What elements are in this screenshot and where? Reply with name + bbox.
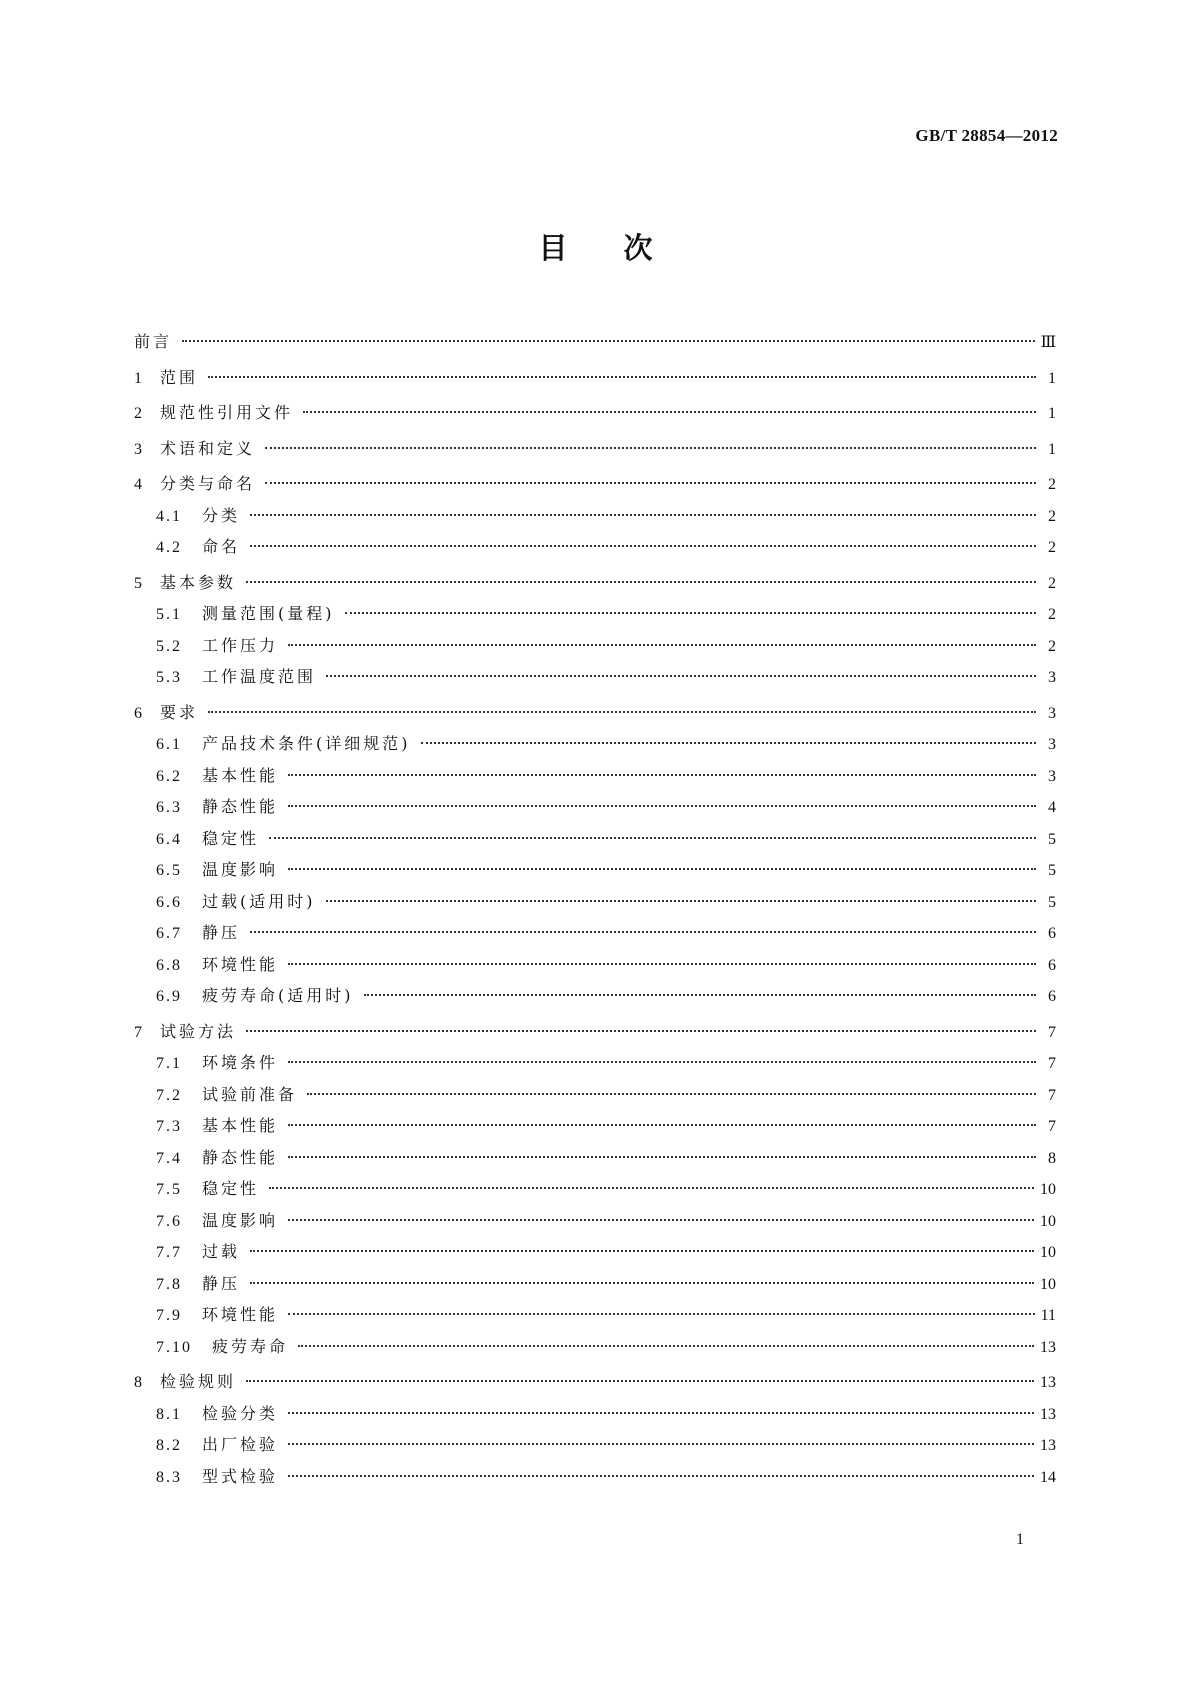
toc-leader-dots <box>288 1475 1034 1477</box>
toc-entry-label: 测量范围(量程) <box>202 604 335 623</box>
standard-number: GB/T 28854—2012 <box>915 126 1058 145</box>
toc-entry-number: 8 <box>134 1374 144 1391</box>
toc-leader-dots <box>288 774 1036 776</box>
toc-entry-page: 2 <box>1048 476 1056 493</box>
toc-leader-dots <box>421 742 1037 744</box>
toc-entry[interactable] <box>134 1173 1056 1205</box>
toc-entry-label: 分类与命名 <box>160 474 256 493</box>
toc-entry[interactable] <box>134 500 1056 532</box>
toc-entry-number: 5.1 <box>156 606 182 623</box>
toc-entry-number: 7.6 <box>156 1212 182 1230</box>
toc-entry[interactable] <box>134 980 1056 1012</box>
toc-entry-page: 3 <box>1048 669 1056 686</box>
toc-entry-label: 基本性能 <box>202 765 279 785</box>
toc-leader-dots <box>265 447 1036 449</box>
toc-entry-page: 6 <box>1048 925 1056 942</box>
toc-entry[interactable] <box>134 598 1056 630</box>
toc-entry-number: 7.2 <box>156 1086 182 1104</box>
toc-leader-dots <box>288 1156 1036 1158</box>
toc-entry-number: 5 <box>134 574 144 592</box>
toc-entry-page: 2 <box>1048 539 1056 556</box>
toc-entry-page: 14 <box>1040 1468 1056 1486</box>
toc-entry-page: 7 <box>1048 1023 1056 1041</box>
toc-entry-label: 要求 <box>160 702 199 722</box>
toc-entry-page: 13 <box>1040 1405 1056 1423</box>
toc-entry-number: 4 <box>134 476 144 493</box>
toc-entry[interactable] <box>134 728 1056 760</box>
toc-entry-number: 6.7 <box>156 925 182 942</box>
toc-leader-dots <box>265 482 1036 484</box>
toc-entry-label: 工作温度范围 <box>202 667 317 686</box>
toc-entry-number: 3 <box>134 440 144 458</box>
toc-leader-dots <box>288 1061 1036 1063</box>
toc-entry-label: 过载 <box>202 1242 241 1261</box>
toc-entry[interactable] <box>134 1366 1056 1398</box>
toc-leader-dots <box>250 931 1036 933</box>
toc-entry[interactable] <box>134 1016 1056 1048</box>
toc-leader-dots <box>326 675 1036 677</box>
page-number: 1 <box>1016 1531 1024 1548</box>
toc-leader-dots <box>288 1412 1034 1414</box>
toc-entry-label: 基本性能 <box>202 1116 279 1135</box>
toc-entry-label: 疲劳寿命 <box>212 1336 289 1356</box>
toc-entry-page: 13 <box>1040 1374 1056 1391</box>
toc-entry-label: 检验分类 <box>202 1403 279 1423</box>
toc-entry-number: 8.2 <box>156 1437 182 1454</box>
toc-leader-dots <box>364 994 1037 996</box>
toc-entry-page: 5 <box>1048 893 1056 911</box>
toc-entry-label: 静态性能 <box>202 797 279 816</box>
toc-entry-page: 1 <box>1048 405 1056 422</box>
toc-entry-page: 13 <box>1040 1338 1056 1356</box>
toc-entry-number: 8.3 <box>156 1468 182 1486</box>
toc-entry[interactable] <box>134 630 1056 662</box>
toc-entry-label: 疲劳寿命(适用时) <box>202 986 354 1005</box>
toc-leader-dots <box>288 644 1036 646</box>
toc-entry-label: 基本参数 <box>160 572 237 592</box>
toc-entry-label: 环境条件 <box>202 1053 279 1072</box>
toc-leader-dots <box>288 805 1036 807</box>
toc-entry-label: 规范性引用文件 <box>160 403 294 422</box>
toc-entry-page: 1 <box>1048 369 1056 387</box>
toc-entry-page: 10 <box>1040 1212 1056 1230</box>
title-char-2: 次 <box>623 231 653 265</box>
toc-entry-label: 过载(适用时) <box>202 891 316 911</box>
toc-entry[interactable] <box>134 791 1056 823</box>
toc-entry-label: 稳定性 <box>202 828 260 848</box>
toc-entry-page: 3 <box>1048 736 1056 753</box>
toc-leader-dots <box>326 900 1037 902</box>
toc-entry-label: 静压 <box>202 1273 241 1293</box>
toc-entry[interactable] <box>134 760 1056 792</box>
toc-entry-page: 4 <box>1048 799 1056 816</box>
toc-entry-number: 7.10 <box>156 1338 192 1356</box>
toc-entry-label: 温度影响 <box>202 1210 279 1230</box>
toc-entry-number: 7.3 <box>156 1118 182 1135</box>
toc-entry[interactable] <box>134 854 1056 886</box>
toc-entry-page: 6 <box>1048 988 1056 1005</box>
toc-entry-label: 产品技术条件(详细规范) <box>202 734 411 753</box>
toc-entry-number: 7 <box>134 1023 144 1041</box>
toc-leader-dots <box>345 612 1037 614</box>
toc-entry-label: 命名 <box>202 537 241 556</box>
toc-entry[interactable] <box>134 1236 1056 1268</box>
toc-entry-number: 6.2 <box>156 767 182 785</box>
toc-entry[interactable] <box>134 362 1056 394</box>
toc-entry-label: 环境性能 <box>202 954 279 974</box>
toc-entry[interactable] <box>134 531 1056 563</box>
toc-entry-page: 7 <box>1048 1055 1056 1072</box>
toc-entry-page: 13 <box>1040 1437 1056 1454</box>
toc-entry[interactable] <box>134 1331 1056 1363</box>
toc-entry-number: 6.8 <box>156 956 182 974</box>
toc-entry-number: 7.7 <box>156 1244 182 1261</box>
toc-leader-dots <box>298 1345 1034 1347</box>
toc-entry-label: 出厂检验 <box>202 1435 279 1454</box>
toc-entry-label: 环境性能 <box>202 1305 279 1324</box>
toc-entry-number: 7.4 <box>156 1149 182 1167</box>
toc-entry[interactable] <box>134 1079 1056 1111</box>
toc-leader-dots <box>250 1250 1034 1252</box>
toc-entry[interactable] <box>134 1205 1056 1237</box>
toc-entry-page: 2 <box>1048 507 1056 525</box>
toc-entry-number: 4.2 <box>156 539 182 556</box>
toc-leader-dots <box>246 581 1036 583</box>
toc-entry-page: 2 <box>1048 574 1056 592</box>
toc-entry-page: 7 <box>1048 1086 1056 1104</box>
toc-entry-number: 6.3 <box>156 799 182 816</box>
toc-entry-label: 稳定性 <box>202 1179 260 1198</box>
toc-leader-dots <box>182 340 1035 342</box>
toc-entry[interactable] <box>134 823 1056 855</box>
toc-entry-page: 10 <box>1040 1181 1056 1198</box>
toc-entry[interactable] <box>134 697 1056 729</box>
toc-entry[interactable] <box>134 433 1056 465</box>
toc-leader-dots <box>307 1093 1036 1095</box>
toc-entry-number: 7.9 <box>156 1307 182 1324</box>
toc-leader-dots <box>246 1030 1036 1032</box>
toc-entry[interactable] <box>134 397 1056 429</box>
toc-leader-dots <box>250 545 1036 547</box>
toc-entry-page: 3 <box>1048 767 1056 785</box>
toc-entry-page: 11 <box>1040 1307 1056 1324</box>
toc-entry-number: 7.8 <box>156 1275 182 1293</box>
toc-entry-label: 前言 <box>134 332 173 351</box>
toc-entry-label: 静态性能 <box>202 1147 279 1167</box>
toc-entry-label: 检验规则 <box>160 1372 237 1391</box>
toc-entry-label: 试验前准备 <box>202 1084 298 1104</box>
toc-entry-label: 温度影响 <box>202 860 279 879</box>
toc-leader-dots <box>288 868 1036 870</box>
toc-entry[interactable] <box>134 886 1056 918</box>
toc-entry-page: 8 <box>1048 1149 1056 1167</box>
toc-entry-number: 4.1 <box>156 507 182 525</box>
toc-entry-page: 6 <box>1048 956 1056 974</box>
toc-entry-label: 试验方法 <box>160 1021 237 1041</box>
toc-entry-number: 6 <box>134 704 144 722</box>
toc-entry-number: 6.1 <box>156 736 182 753</box>
toc-leader-dots <box>288 1124 1036 1126</box>
toc-entry-page: 2 <box>1048 606 1056 623</box>
toc-entry-page: Ⅲ <box>1040 334 1056 351</box>
page-title <box>0 226 1191 267</box>
toc-entry-number: 7.5 <box>156 1181 182 1198</box>
toc-entry[interactable] <box>134 917 1056 949</box>
toc-leader-dots <box>288 1219 1034 1221</box>
toc-leader-dots <box>269 1187 1034 1189</box>
toc-entry-page: 5 <box>1048 830 1056 848</box>
toc-entry-label: 分类 <box>202 505 241 525</box>
toc-entry[interactable] <box>134 661 1056 693</box>
toc-leader-dots <box>288 963 1036 965</box>
toc-entry[interactable] <box>134 468 1056 500</box>
toc-entry-number: 6.5 <box>156 862 182 879</box>
toc-leader-dots <box>288 1443 1034 1445</box>
toc-entry-page: 10 <box>1040 1275 1056 1293</box>
toc-entry[interactable] <box>134 1268 1056 1300</box>
toc-entry-number: 5.3 <box>156 669 182 686</box>
toc-entry[interactable] <box>134 1429 1056 1461</box>
toc-entry[interactable] <box>134 1047 1056 1079</box>
toc-entry[interactable] <box>134 326 1056 358</box>
toc-entry-label: 范围 <box>160 367 199 387</box>
toc-entry-number: 2 <box>134 405 144 422</box>
table-of-contents <box>134 326 1056 1492</box>
toc-entry-page: 7 <box>1048 1118 1056 1135</box>
toc-entry[interactable] <box>134 1142 1056 1174</box>
toc-entry[interactable] <box>134 1110 1056 1142</box>
toc-entry-label: 工作压力 <box>202 635 279 655</box>
toc-leader-dots <box>269 837 1036 839</box>
toc-entry[interactable] <box>134 1299 1056 1331</box>
toc-entry[interactable] <box>134 949 1056 981</box>
toc-entry-page: 2 <box>1048 637 1056 655</box>
toc-entry-number: 5.2 <box>156 637 182 655</box>
toc-entry-label: 术语和定义 <box>160 438 256 458</box>
toc-leader-dots <box>303 411 1036 413</box>
toc-entry[interactable] <box>134 567 1056 599</box>
title-char-1: 目 <box>538 231 568 265</box>
toc-leader-dots <box>250 1282 1034 1284</box>
toc-entry-page: 5 <box>1048 862 1056 879</box>
toc-entry-number: 6.6 <box>156 893 182 911</box>
toc-leader-dots <box>208 711 1036 713</box>
toc-entry-page: 1 <box>1048 440 1056 458</box>
toc-entry-number: 6.9 <box>156 988 182 1005</box>
toc-entry[interactable] <box>134 1461 1056 1493</box>
toc-leader-dots <box>288 1313 1035 1315</box>
toc-leader-dots <box>250 514 1036 516</box>
toc-entry-number: 8.1 <box>156 1405 182 1423</box>
toc-entry-page: 10 <box>1040 1244 1056 1261</box>
toc-entry-label: 静压 <box>202 923 241 942</box>
toc-entry-label: 型式检验 <box>202 1466 279 1486</box>
toc-entry-number: 1 <box>134 369 144 387</box>
toc-entry-number: 6.4 <box>156 830 182 848</box>
toc-entry[interactable] <box>134 1398 1056 1430</box>
toc-leader-dots <box>246 1380 1034 1382</box>
toc-leader-dots <box>208 376 1036 378</box>
toc-entry-page: 3 <box>1048 704 1056 722</box>
toc-entry-number: 7.1 <box>156 1055 182 1072</box>
